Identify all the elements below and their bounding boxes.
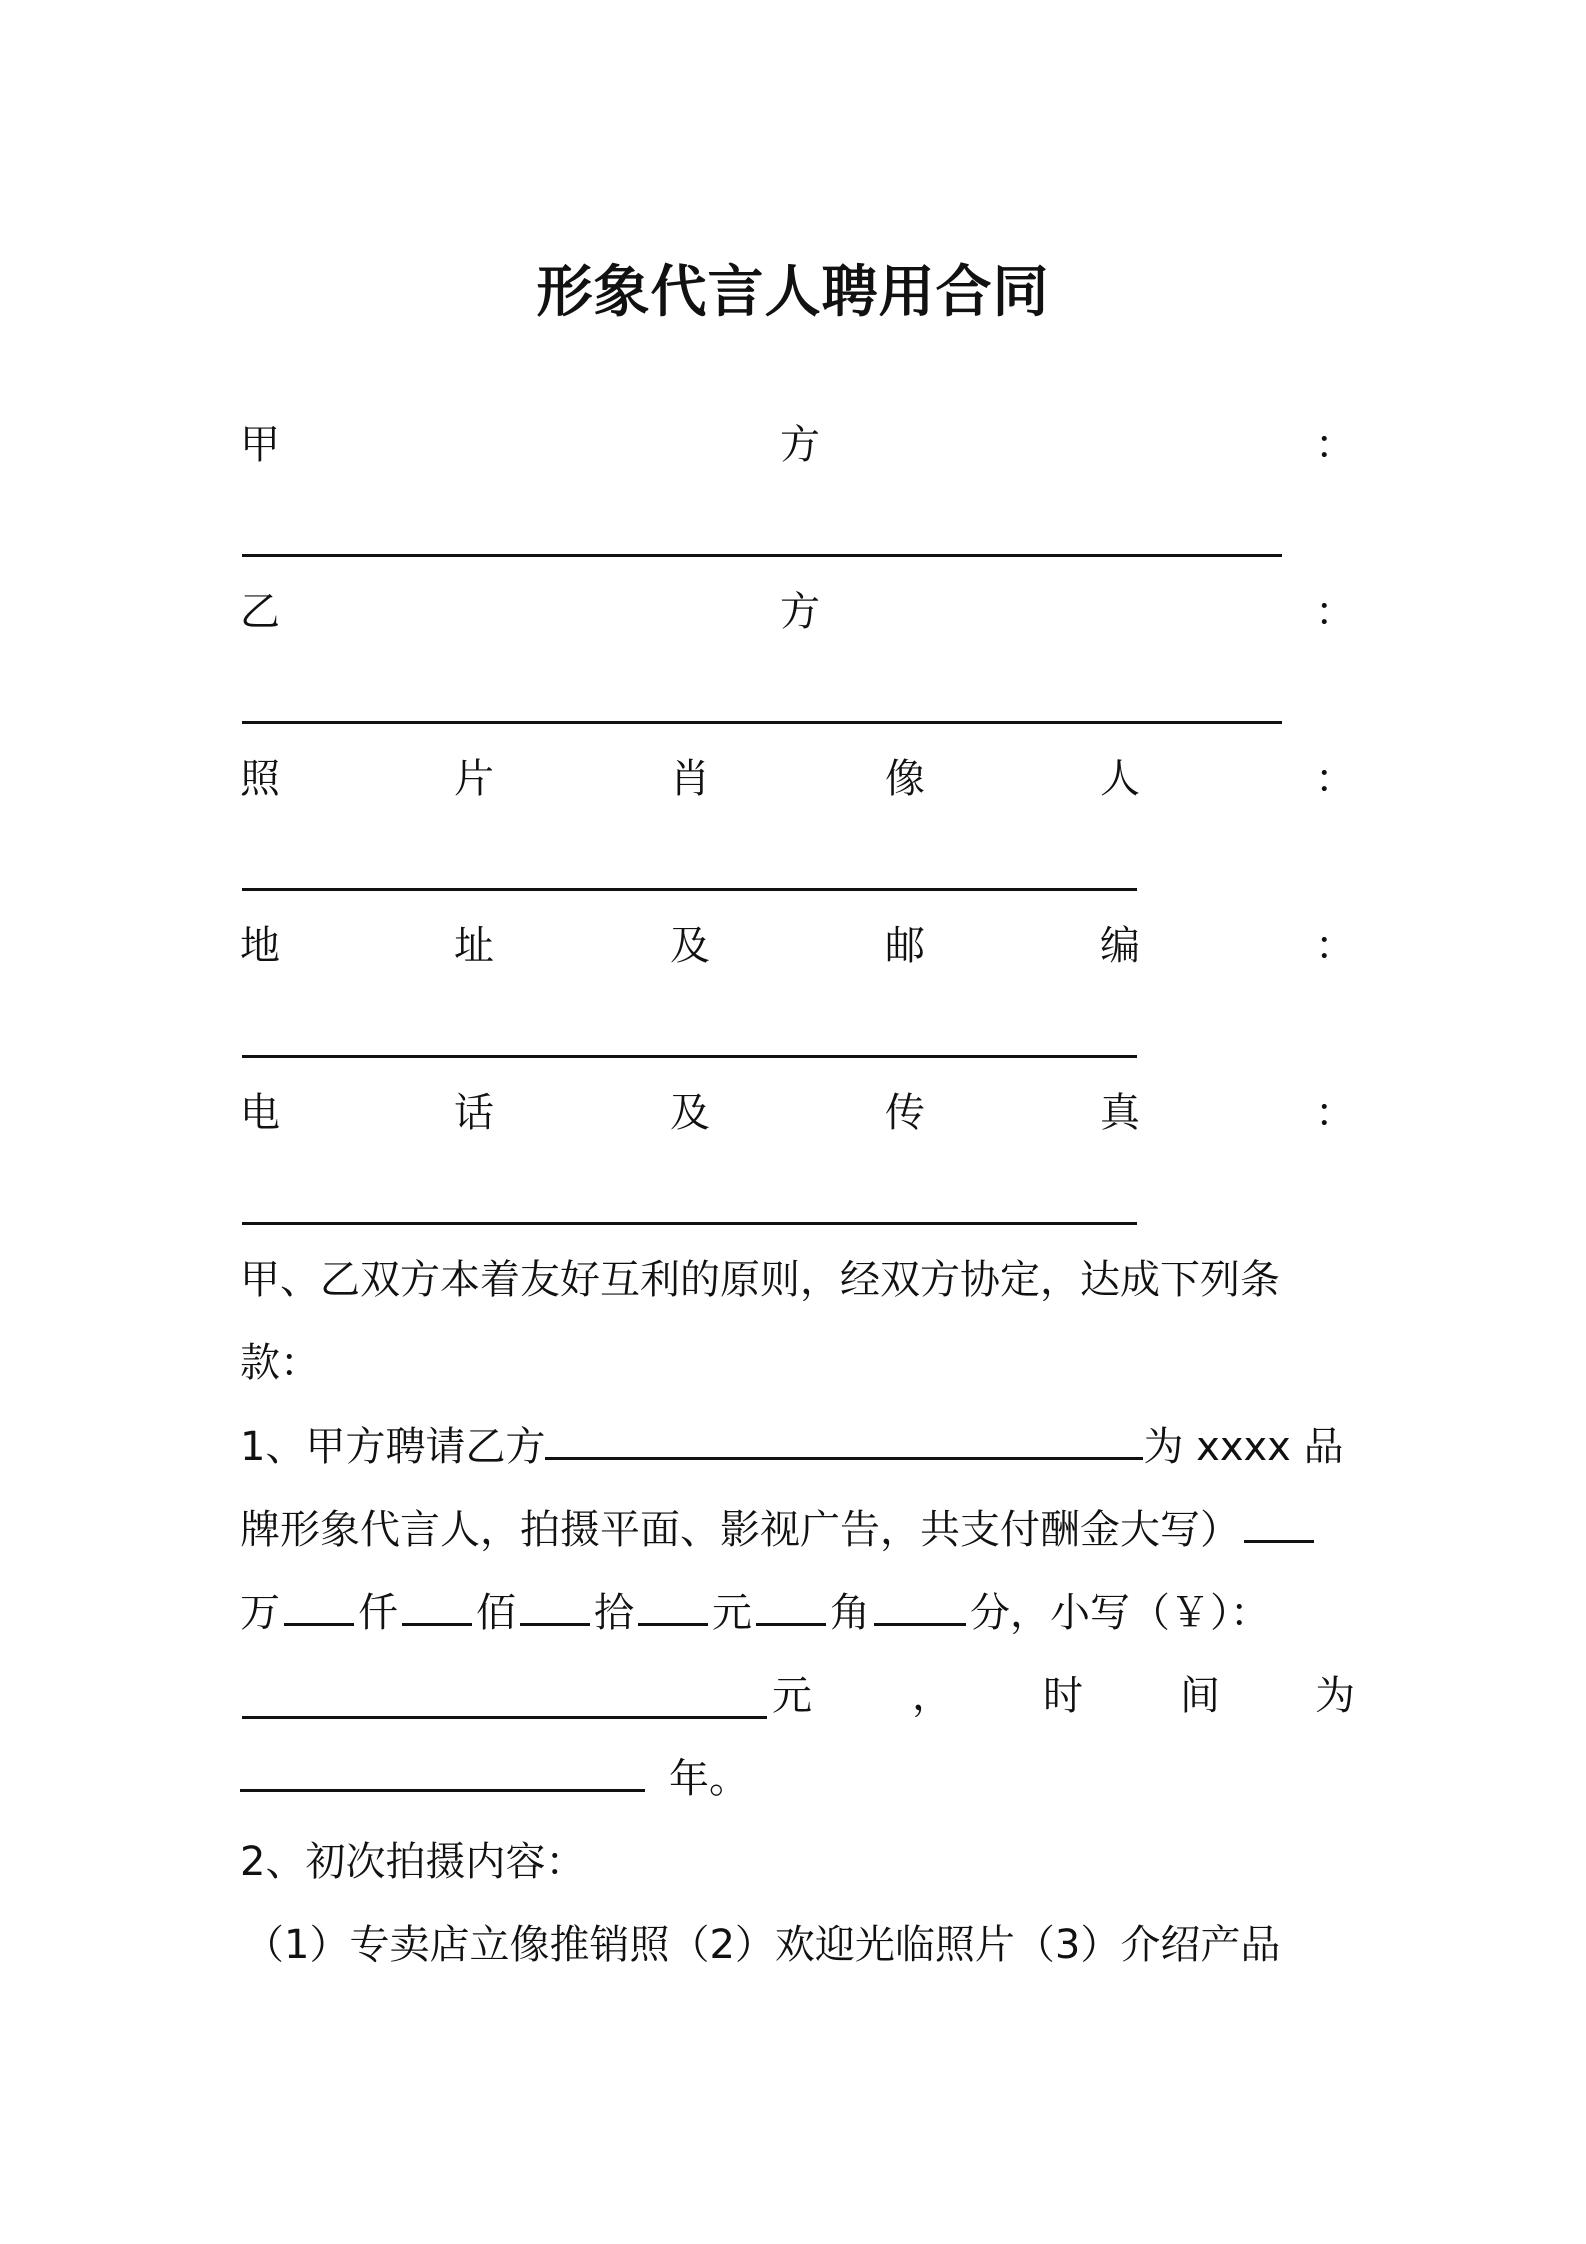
amount-qian-blank[interactable] <box>284 1587 354 1626</box>
unit-jiao: 角 <box>830 1590 870 1636</box>
field-char: 甲 <box>240 422 280 468</box>
field-char: 地 <box>240 923 280 969</box>
unit-shi: 拾 <box>594 1590 634 1636</box>
field-char: 址 <box>454 923 494 969</box>
endorser-name-blank[interactable] <box>545 1421 1143 1460</box>
unit-year: 年。 <box>669 1756 749 1802</box>
term-years-blank[interactable] <box>240 1753 645 1792</box>
field-char: 肖 <box>670 756 710 802</box>
field-char: 传 <box>885 1090 925 1136</box>
field-party-b-label <box>240 582 1355 642</box>
field-char: 话 <box>454 1090 494 1136</box>
field-colon: ： <box>1315 1090 1355 1136</box>
unit-fen-lowercase: 分，小写（￥）： <box>970 1590 1270 1636</box>
clause1-line-1 <box>240 1417 1355 1477</box>
unit-bai: 佰 <box>476 1590 516 1636</box>
contract-title: 形象代言人聘用合同 <box>536 260 1050 325</box>
unit-yuan: 元 <box>712 1590 752 1636</box>
field-char: 片 <box>454 756 494 802</box>
field-char: 方 <box>780 589 820 635</box>
field-char: 电 <box>240 1090 280 1136</box>
field-colon: ： <box>1315 923 1355 969</box>
clause2-heading: 2、初次拍摄内容： <box>240 1839 586 1885</box>
field-char: 方 <box>780 422 820 468</box>
amount-shi-blank[interactable] <box>520 1587 590 1626</box>
clause1-line-2 <box>240 1500 1355 1560</box>
intro-line-2: 款： <box>240 1340 320 1386</box>
field-char: 真 <box>1100 1090 1140 1136</box>
clause2-items: （1）专卖店立像推销照（2）欢迎光临照片（3）介绍产品 <box>244 1922 1281 1968</box>
party-b-blank-line[interactable] <box>242 721 1282 724</box>
field-char: 及 <box>670 923 710 969</box>
clause1-text: 牌形象代言人，拍摄平面、影视广告，共支付酬金大写） <box>240 1507 1240 1553</box>
amount-fen-blank[interactable] <box>874 1587 966 1626</box>
address-blank-line[interactable] <box>242 1055 1137 1058</box>
field-colon: ： <box>1315 589 1355 635</box>
phone-fax-blank-line[interactable] <box>242 1222 1137 1225</box>
field-char: 照 <box>240 756 280 802</box>
unit-yuan-2: 元 <box>772 1673 812 1719</box>
comma: ， <box>912 1673 952 1719</box>
clause1-text: 为 xxxx 品 <box>1143 1424 1344 1470</box>
clause1-line-3 <box>240 1583 1355 1643</box>
amount-wan-blank[interactable] <box>1244 1504 1314 1543</box>
amount-lowercase-blank[interactable] <box>242 1680 767 1719</box>
field-colon: ： <box>1315 756 1355 802</box>
field-char: 邮 <box>885 923 925 969</box>
amount-jiao-blank[interactable] <box>756 1587 826 1626</box>
unit-qian: 仟 <box>358 1590 398 1636</box>
field-char: 及 <box>670 1090 710 1136</box>
intro-line-1: 甲、乙双方本着友好互利的原则，经双方协定，达成下列条 <box>240 1257 1280 1303</box>
field-char: 人 <box>1100 756 1140 802</box>
portrait-person-blank-line[interactable] <box>242 888 1137 891</box>
word-wei: 为 <box>1315 1673 1355 1719</box>
field-portrait-person-label <box>240 749 1355 809</box>
party-a-blank-line[interactable] <box>242 554 1282 557</box>
amount-yuan-blank[interactable] <box>638 1587 708 1626</box>
word-jian: 间 <box>1180 1673 1220 1719</box>
field-char: 像 <box>885 756 925 802</box>
clause1-text: 1、甲方聘请乙方 <box>240 1424 546 1470</box>
field-party-a-label <box>240 415 1355 475</box>
clause1-line-5 <box>240 1749 1355 1809</box>
field-phone-fax-label <box>240 1083 1355 1143</box>
field-colon: ： <box>1315 422 1355 468</box>
field-char: 乙 <box>240 589 280 635</box>
field-char: 编 <box>1100 923 1140 969</box>
word-shi: 时 <box>1043 1673 1083 1719</box>
unit-wan: 万 <box>240 1590 280 1636</box>
field-address-label <box>240 916 1355 976</box>
clause1-line-4 <box>240 1666 1355 1726</box>
amount-bai-blank[interactable] <box>402 1587 472 1626</box>
